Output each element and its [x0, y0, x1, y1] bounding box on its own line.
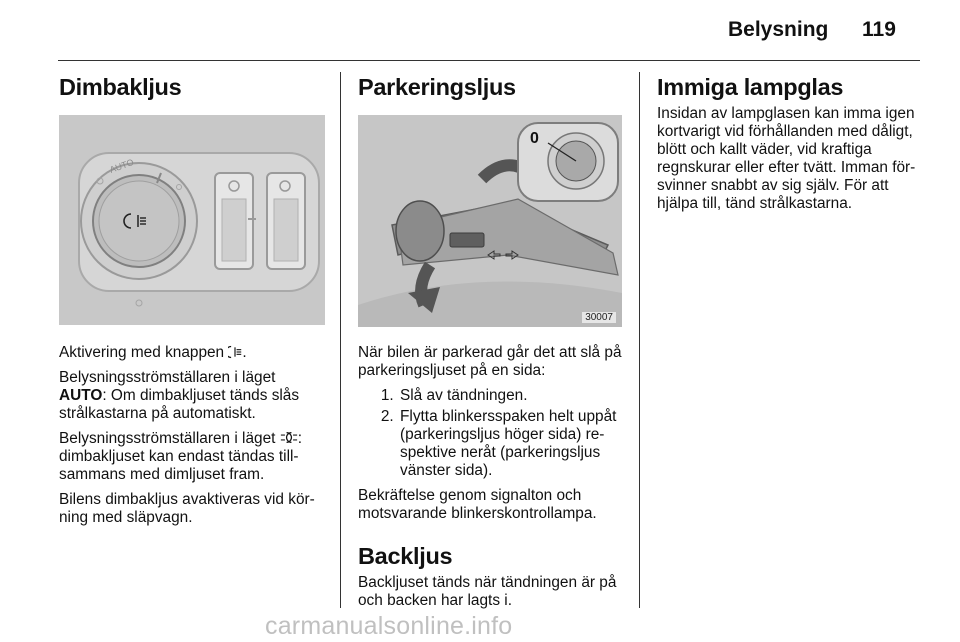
switch-auto-label: AUTO — [108, 156, 136, 175]
auto-text-b: : Om dimbakljuset tänds slås strålkastarna på automatiskt. — [59, 387, 300, 422]
page-number: 119 — [862, 18, 896, 41]
fog-text-b: : dimbakljuset kan endast tändas till-sammans med dimljuset fram. — [59, 430, 302, 483]
heading-backljus: Backljus — [358, 543, 453, 569]
header-rule — [58, 60, 920, 61]
rear-fog-icon — [228, 345, 242, 359]
paragraph-fog-position — [59, 430, 331, 484]
paragraph-activation — [59, 344, 331, 362]
heading-dimbakljus: Dimbakljus — [59, 74, 182, 100]
fog-text-a: Belysningsströmställaren i läget — [59, 430, 280, 447]
figure-code: 30007 — [582, 312, 616, 323]
column-divider-1 — [340, 72, 341, 608]
figure-indicator-stalk — [358, 115, 622, 327]
light-switch-illustration — [59, 115, 325, 325]
auto-label: AUTO — [59, 387, 103, 404]
activation-end: . — [242, 344, 247, 361]
heading-immiga-lampglas: Immiga lampglas — [657, 74, 844, 100]
front-fog-icon — [280, 431, 298, 444]
watermark: carmanualsonline.info — [265, 612, 513, 640]
knob-zero-label: 0 — [530, 130, 539, 147]
figure-light-switch — [59, 115, 325, 325]
paragraph-confirmation: Bekräftelse genom signalton och motsvarande blinkerskontrollampa. — [358, 487, 597, 522]
column-divider-2 — [639, 72, 640, 608]
indicator-stalk-illustration — [358, 115, 622, 327]
activation-text: Aktivering med knappen — [59, 344, 229, 361]
column-parking-lights — [358, 74, 632, 617]
section-title: Belysning — [728, 18, 829, 41]
paragraph-trailer: Bilens dimbakljus avaktiveras vid kör-ning med släpvagn. — [59, 491, 315, 526]
paragraph-auto — [59, 369, 331, 423]
auto-text-a: Belysningsströmställaren i läget — [59, 369, 276, 386]
paragraph-reverse-light: Backljuset tänds när tändningen är på och backen har lagts i. — [358, 574, 617, 609]
parking-steps — [358, 387, 632, 480]
paragraph-parking-intro: När bilen är parkerad går det att slå på parkeringsljuset på en sida: — [358, 344, 622, 379]
column-rear-fog — [59, 74, 331, 534]
heading-parkeringsljus: Parkeringsljus — [358, 74, 516, 100]
paragraph-fogged-lamps: Insidan av lampglasen kan imma igen kortvarigt vid förhållanden med dåligt, blött och kallt väder, vid kraftiga regnskurar eller efter tvätt. Imman för-svinner snabbt av sig själv. För att hjälpa till, tänd strålkastarna. — [657, 105, 916, 212]
list-item: 1. Slå av tändningen. — [398, 387, 632, 405]
list-item: 2. Flytta blinkersspaken helt uppåt (parkeringsljus höger sida) re-spektive neråt (parkeringsljus vänster sida). — [398, 408, 632, 480]
column-fogged-lamps — [657, 74, 921, 220]
